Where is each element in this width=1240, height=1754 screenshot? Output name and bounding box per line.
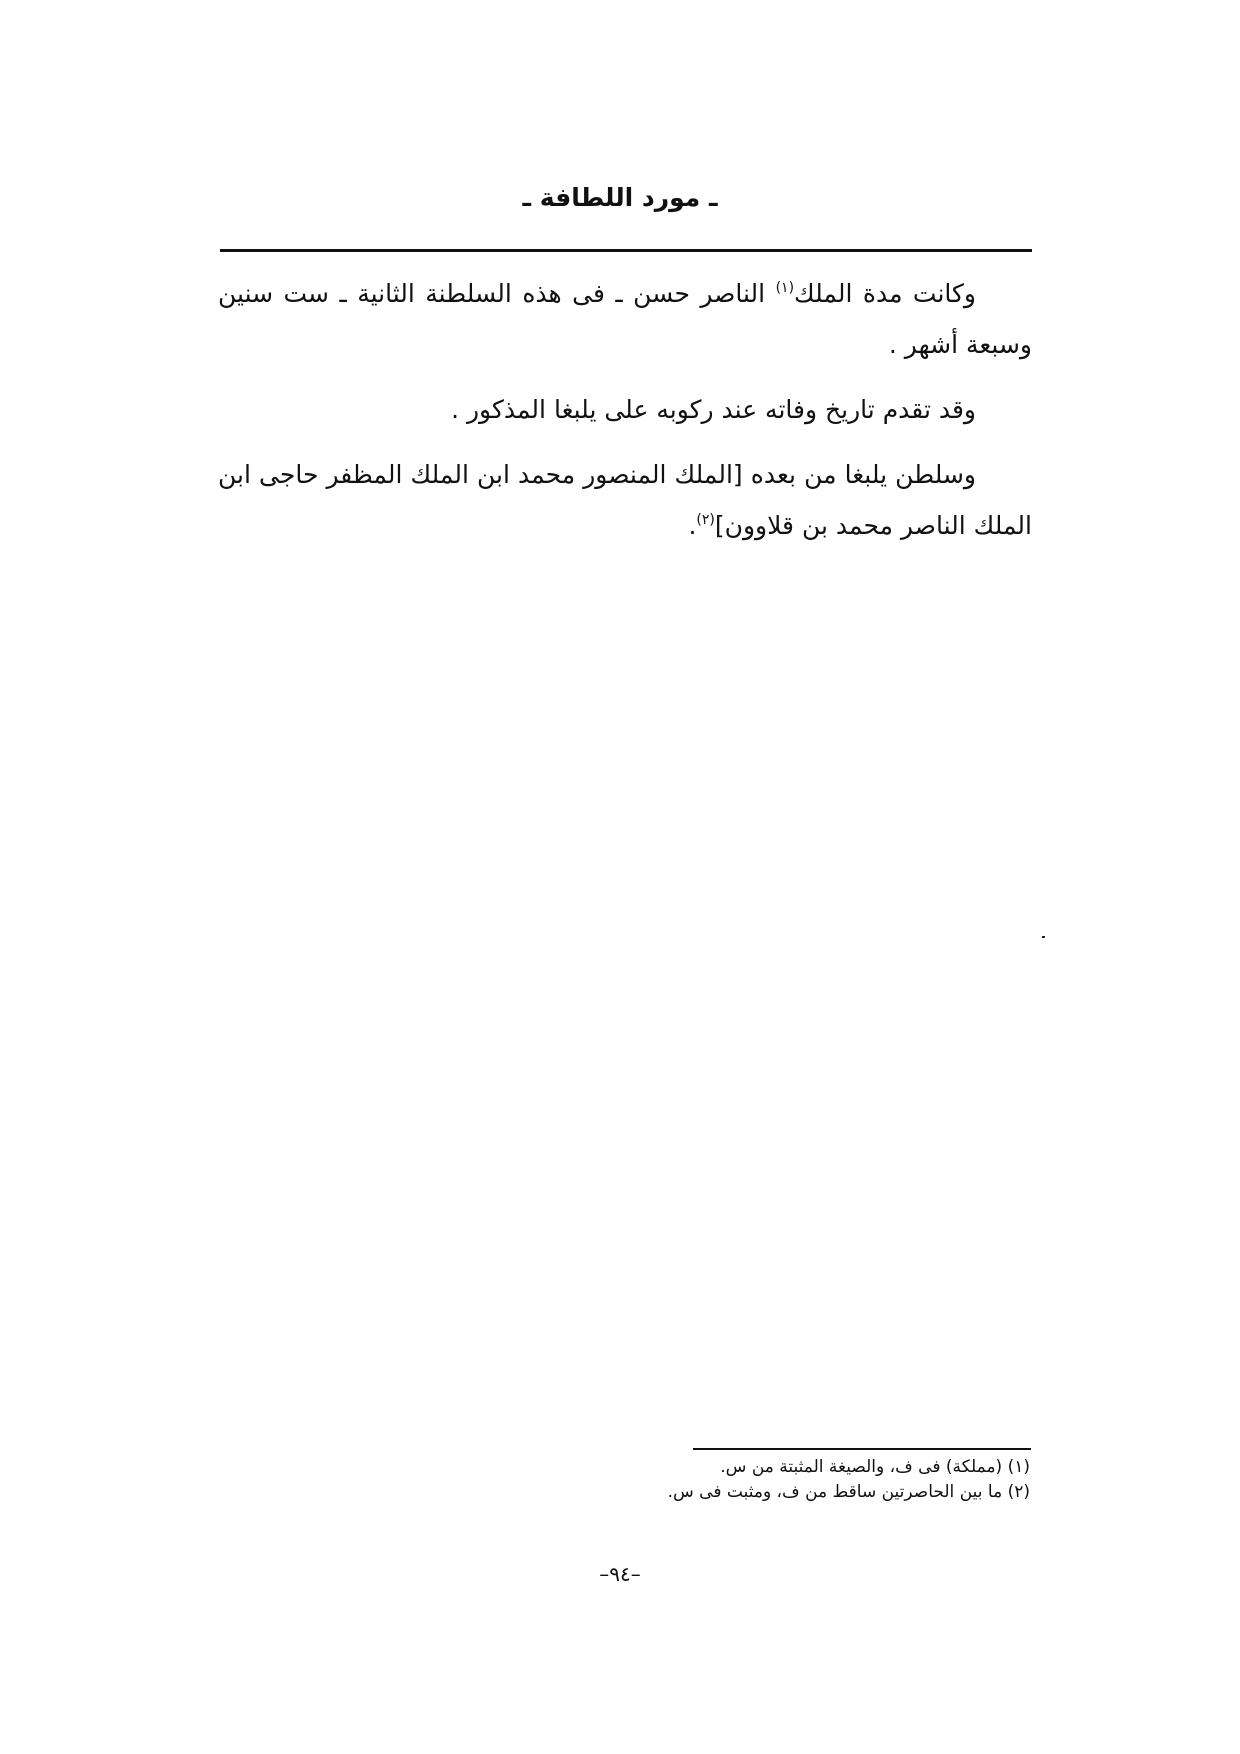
paragraph-3-part-b: . <box>688 511 697 540</box>
footnote-2: (٢) ما بين الحاصرتين ساقط من ف، ومثبت فى س. <box>667 1482 1030 1502</box>
paragraph-1-part-b: الناصر حسن ـ فى هذه السلطنة الثانية ـ ست سنين وسبعة أشهر . <box>218 279 1032 359</box>
footnote-rule <box>693 1448 1031 1450</box>
footnote-1: (١) (مملكة) فى ف، والصيغة المثبتة من س. <box>720 1457 1030 1477</box>
paragraph-2: وقد تقدم تاريخ وفاته عند ركوبه على يلبغا المذكور . <box>451 395 976 424</box>
header-rule <box>220 249 1032 252</box>
running-title: ـ مورد اللطافة ـ <box>522 183 718 212</box>
footnotes <box>560 1455 1030 1505</box>
scan-speck <box>1042 936 1045 938</box>
main-text <box>218 268 1032 565</box>
footnote-ref-2: (٢) <box>696 512 715 528</box>
paragraph-3 <box>218 449 1032 551</box>
page-number: –٩٤– <box>599 1562 641 1586</box>
paragraph-3-part-a: وسلطن يلبغا من بعده [الملك المنصور محمد ابن الملك المظفر حاجى ابن الملك الناصر محمد بن قلاوون] <box>218 460 1032 540</box>
footnote-ref-1: (١) <box>775 280 795 296</box>
paragraph-1-part-a: وكانت مدة الملك <box>794 279 976 308</box>
paragraph-1 <box>218 268 1032 370</box>
